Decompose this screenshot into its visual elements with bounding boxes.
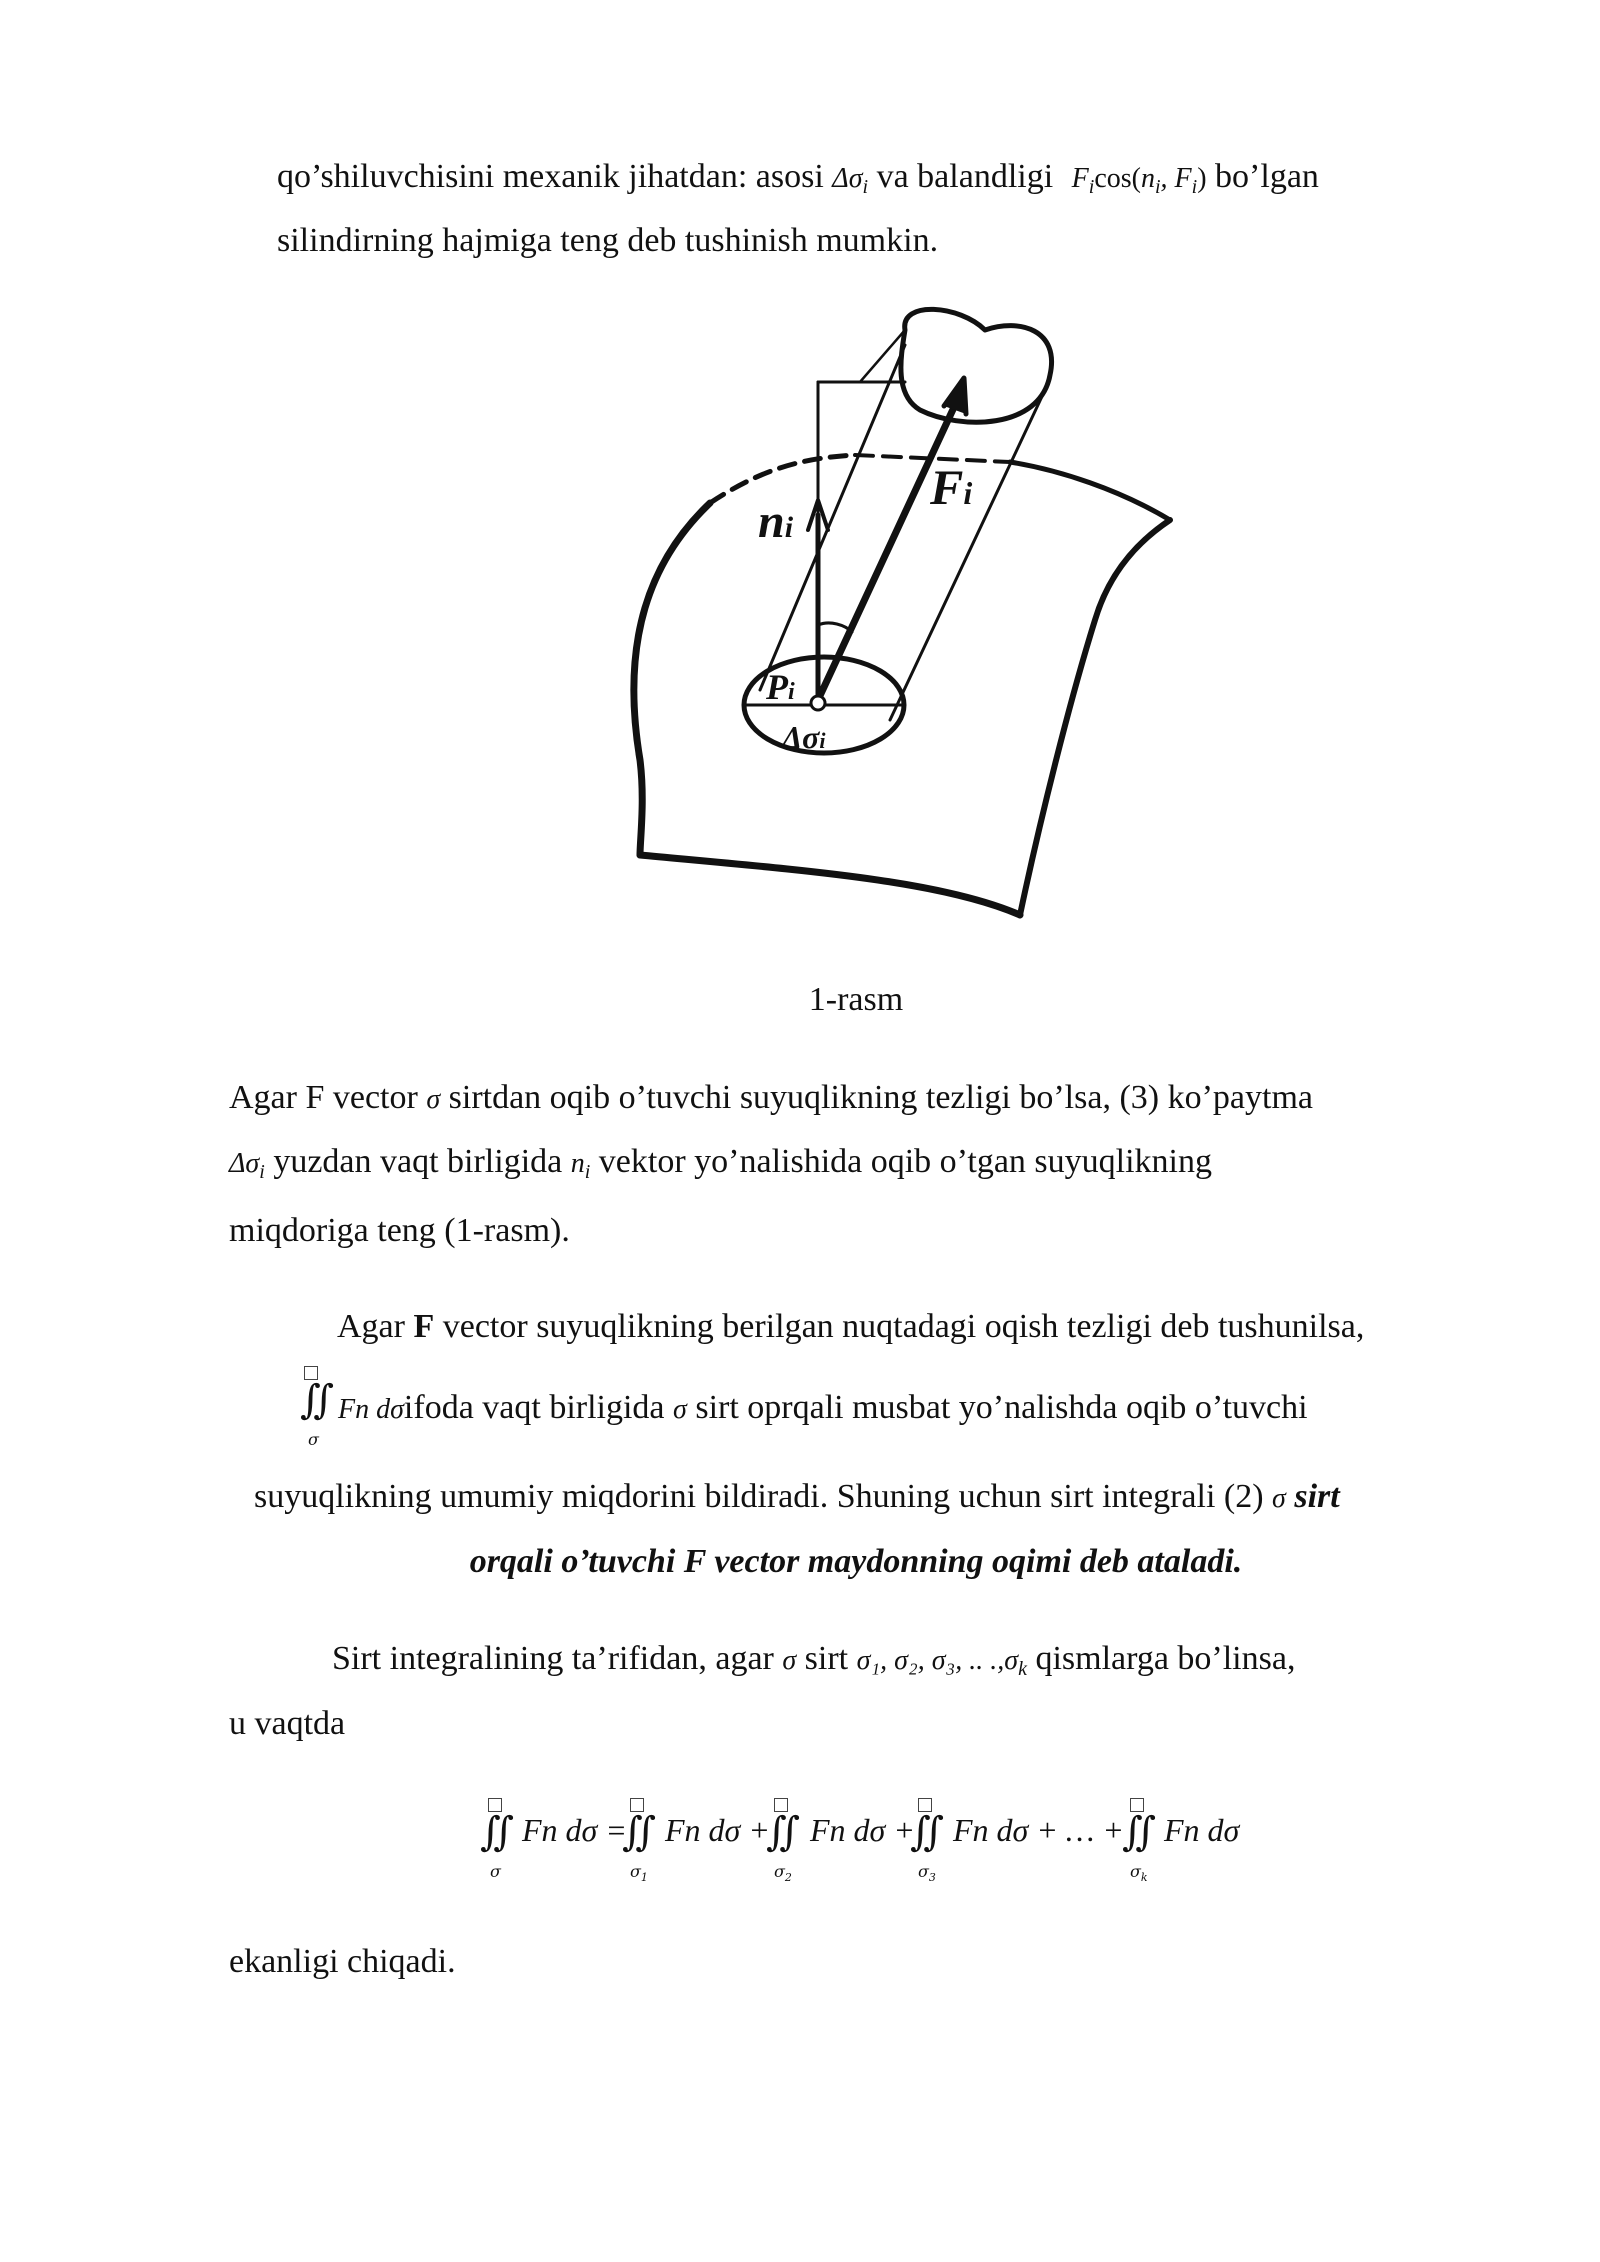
integral-sigma-1: ∬ $\sigma_1$ — [622, 1798, 652, 1888]
term-3: Fn dσ + … + — [953, 1812, 1124, 1848]
paragraph-2-line-1: Agar F vector σ sirtdan oqib o’tuvchi suyuqlikning tezligi bo’lsa, (3) ko’paytma — [229, 1079, 1313, 1116]
paragraph-5-line-1: ekanligi chiqadi. — [229, 1943, 456, 1980]
delta-sigma-symbol: $\Delta\sigma_i$ — [832, 163, 869, 198]
figure-caption: 1-rasm — [808, 981, 904, 1018]
formula-fi-cos: $F_i\cos(n_i$, $F_i$) — [1071, 163, 1207, 198]
surface-outline — [634, 503, 710, 855]
term-0: Fn dσ = — [522, 1812, 627, 1848]
term-2: Fn dσ + — [810, 1812, 915, 1848]
label-pi: Pi — [766, 667, 795, 707]
paragraph-3-line-3: suyuqlikning umumiy miqdorini bildiradi. Shuning uchun sirt integrali (2) σ sirt — [254, 1478, 1340, 1515]
label-ni: ni — [758, 495, 794, 548]
integral-flux: ∬ σ — [300, 1366, 330, 1452]
term-1: Fn dσ + — [665, 1812, 770, 1848]
paragraph-1-line-1: qo’shiluvchisini mexanik jihatdan: asosi $\Delta\sigma_i$ va balandligi $F_i\cos(n_i$, $F_i$) bo’lgan — [277, 158, 1319, 198]
integral-sigma-k: ∬ $\sigma_k$ — [1122, 1798, 1152, 1888]
top-ellipse — [901, 309, 1052, 422]
force-vector — [818, 390, 962, 700]
term-k: Fn dσ — [1164, 1812, 1240, 1848]
paragraph-1-line-2: silindirning hajmiga teng deb tushinish mumkin. — [277, 222, 939, 259]
paragraph-3-line-1: Agar F vector suyuqlikning berilgan nuqtadagi oqish tezligi deb tushunilsa, — [337, 1308, 1365, 1345]
paragraph-3-line-2: Fn dσifoda vaqt birligida σ sirt oprqali musbat yo’nalishda oqib o’tuvchi — [338, 1389, 1308, 1426]
label-delta-sigma: Δσi — [782, 719, 826, 755]
paragraph-2-line-2: $\Delta\sigma_i$ yuzdan vaqt birligida $n_i$ vektor yo’nalishida oqib o’tgan suyuqlikning — [229, 1143, 1212, 1183]
paragraph-3-definition: orqali o’tuvchi F vector maydonning oqimi deb ataladi. — [469, 1543, 1243, 1580]
label-fi: Fi — [930, 459, 973, 515]
integral-sigma: ∬ σ — [480, 1798, 510, 1888]
integral-sigma-3: ∬ $\sigma_3$ — [910, 1798, 940, 1888]
paragraph-4-line-2: u vaqtda — [229, 1705, 346, 1742]
integral-sigma-2: ∬ $\sigma_2$ — [766, 1798, 796, 1888]
paragraph-4-line-1: Sirt integralining ta’rifidan, agar σ sirt σ₁, σ₂, σ₃, .. $.,\sigma_k$ qismlarga bo’linsa, — [332, 1640, 1296, 1680]
paragraph-2-line-3: miqdoriga teng (1-rasm). — [229, 1212, 570, 1249]
